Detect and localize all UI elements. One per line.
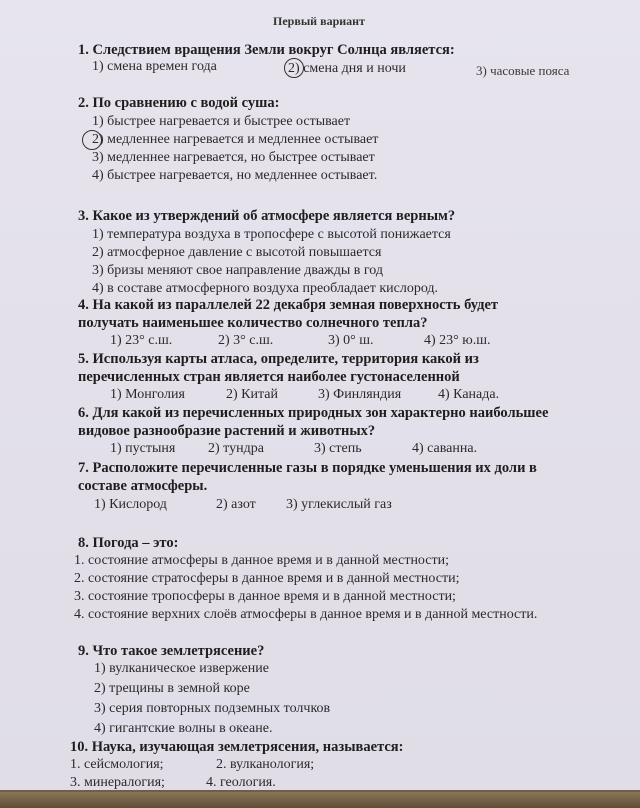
q9-option-1: 1) вулканическое извержение [94,661,269,676]
q2-option-1: 1) быстрее нагревается и быстрее остывает [92,114,351,129]
question-7-line-2: составе атмосферы. [78,478,208,494]
q9-option-3: 3) серия повторных подземных толчков [94,701,331,716]
q8-option-3: 3. состояние тропосферы в данное время и в данной местности; [74,589,456,604]
q1-option-1: 1) смена времен года [92,59,217,74]
q2-option-3: 3) медленнее нагревается, но быстрее остывает [92,150,375,165]
q6-option-3: 3) степь [314,441,362,456]
q1-option-3: 3) часовые пояса [476,63,570,78]
question-7-line-1: 7. Расположите перечисленные газы в порядке уменьшения их доли в [78,460,537,476]
q8-option-1: 1. состояние атмосферы в данное время и в данной местности; [74,553,449,568]
q4-option-4: 4) 23° ю.ш. [424,333,491,348]
question-4-line-1: 4. На какой из параллелей 22 декабря земная поверхность будет [78,297,499,313]
q9-option-2: 2) трещины в земной коре [94,681,250,696]
question-2: 2. По сравнению с водой суша: [78,95,280,111]
q5-option-1: 1) Монголия [110,387,185,402]
question-4-line-2: получать наименьшее количество солнечного тепла? [78,315,428,331]
q3-option-1: 1) температура воздуха в тропосфере с высотой понижается [92,227,451,242]
q4-option-2: 2) 3° с.ш. [218,333,274,348]
table-surface [0,792,640,808]
q3-option-3: 3) бризы меняют свое направление дважды в год [92,263,383,278]
q6-option-1: 1) пустыня [110,441,176,456]
q7-option-1: 1) Кислород [94,497,167,512]
q2-option-4: 4) быстрее нагревается, но медленнее остывает. [92,168,378,183]
q10-option-4: 4. геология. [206,775,276,790]
question-5-line-2: перечисленных стран является наиболее густонаселенной [78,369,460,385]
question-5-line-1: 5. Используя карты атласа, определите, территория какой из [78,351,479,367]
q1-option-2: 2) смена дня и ночи [288,61,406,76]
question-3: 3. Какое из утверждений об атмосфере является верным? [78,208,456,224]
q8-option-4: 4. состояние верхних слоёв атмосферы в данное время и в данной местности. [74,607,538,622]
q7-option-2: 2) азот [216,497,256,512]
question-10: 10. Наука, изучающая землетрясения, называется: [70,739,404,755]
q2-option-2: 2) медленнее нагревается и медленнее остывает [92,132,379,147]
q5-option-2: 2) Китай [226,387,278,402]
question-6-line-2: видовое разнообразие растений и животных? [78,423,376,439]
q7-option-3: 3) углекислый газ [286,497,392,512]
q10-option-1: 1. сейсмология; [70,757,164,772]
question-8: 8. Погода – это: [78,535,179,551]
q10-option-2: 2. вулканология; [216,757,315,772]
question-1: 1. Следствием вращения Земли вокруг Солнца является: [78,42,455,58]
question-6-line-1: 6. Для какой из перечисленных природных зон характерно наибольшее [78,405,549,421]
q5-option-4: 4) Канада. [438,387,500,402]
q5-option-3: 3) Финляндия [318,387,402,402]
variant-title: Первый вариант [273,14,365,28]
q6-option-4: 4) саванна. [412,441,478,456]
q4-option-1: 1) 23° с.ш. [110,333,173,348]
q6-option-2: 2) тундра [208,441,264,456]
q4-option-3: 3) 0° ш. [328,333,374,348]
q8-option-2: 2. состояние стратосферы в данное время и в данной местности; [74,571,460,586]
q3-option-2: 2) атмосферное давление с высотой повышается [92,245,382,260]
q9-option-4: 4) гигантские волны в океане. [94,721,273,736]
q3-option-4: 4) в составе атмосферного воздуха преобладает кислород. [92,281,439,296]
q10-option-3: 3. минералогия; [70,775,165,790]
question-9: 9. Что такое землетрясение? [78,643,265,659]
